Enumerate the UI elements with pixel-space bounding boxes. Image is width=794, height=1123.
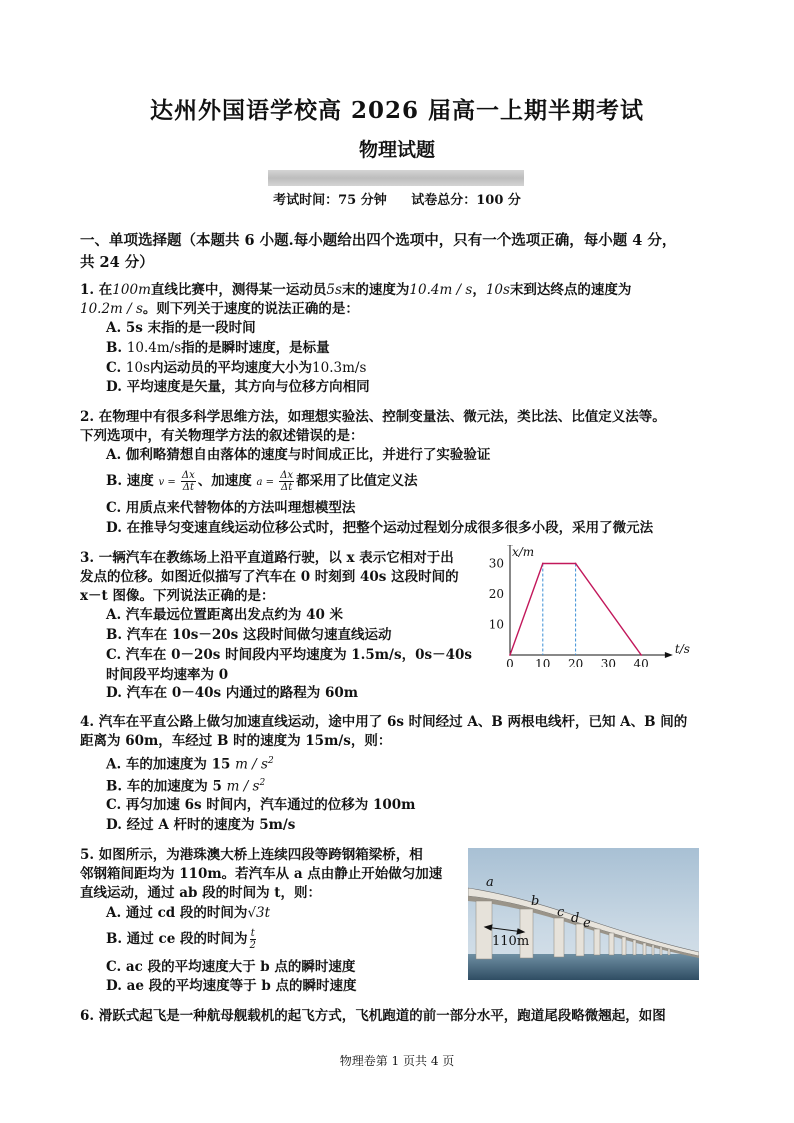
q2-option-b[interactable]: B. 速度 v = $\frac{\Delta x}{\Delta t}$ 、加速度 a = $\frac{\Delta x}{\Delta t}$ 都采用了比值定义法 [106,470,418,493]
y-axis-label: x/m [512,545,535,559]
q3-option-b[interactable]: B. 汽车在 10s－20s 这段时间做匀速直线运动 [106,627,392,643]
x-tick-label: 40 [633,657,649,667]
q2-option-a[interactable]: A. 伽利略猜想自由落体的速度与时间成正比，并进行了实验验证 [106,447,491,463]
x-axis-label: t/s [674,642,690,656]
q2-stem-line2: 下列选项中，有关物理学方法的叙述错误的是： [80,428,364,444]
x-tick-label: 0 [506,657,514,667]
q4-option-d[interactable]: D. 经过 A 杆时的速度为 5m/s [106,817,296,833]
section-heading-line1: 一、单项选择题（本题共 6 小题.每小题给出四个选项中，只有一个选项正确，每小题 4 分， [80,232,677,249]
q5-option-c[interactable]: C. ac 段的平均速度大于 b 点的瞬时速度 [106,959,356,975]
q4-option-a[interactable]: A. 车的加速度为 15 m / $s^2$ [106,756,274,773]
x-tick-label: 10 [535,657,551,667]
bridge-point-c: c [557,905,565,920]
q1-option-a[interactable]: A. 5s 末指的是一段时间 [106,320,256,336]
total-score: 试卷总分：100 分 [411,193,521,208]
q2-stem-line1: 2. 在物理中有很多科学思维方法，如理想实验法、控制变量法、微元法，类比法、比值定义法等。 [80,409,666,425]
bridge-point-b: b [531,894,540,909]
x-tick-label: 20 [567,657,584,667]
y-tick-label: 10 [488,617,504,632]
exam-title: 达州外国语学校高 2026 届高一上期半期考试 [149,97,645,124]
x-axis-arrow [665,652,673,658]
t-over-2-fraction: $\frac{t}{2}$ [249,928,256,951]
y-tick-label: 20 [488,587,504,601]
velocity-fraction: $\frac{\Delta x}{\Delta t}$ [181,470,195,493]
q1-option-b[interactable]: B. 10.4m/s指的是瞬时速度，是标量 [106,340,330,356]
q1-option-d[interactable]: D. 平均速度是矢量，其方向与位移方向相同 [106,379,370,395]
q5-stem-line3: 直线运动，通过 ab 段的时间为 t，则： [80,885,322,901]
span-label: 110m [492,934,530,949]
bridge-point-e: e [583,916,591,931]
q1-stem-line2: 10.2m / s。则下列关于速度的说法正确的是： [80,301,359,317]
bridge-point-a: a [486,875,494,890]
q2-option-d[interactable]: D. 在推导匀变速直线运动位移公式时，把整个运动过程划分成很多很多小段，采用了微元法 [106,520,654,536]
q3-stem-line1: 3. 一辆汽车在教练场上沿平直道路行驶，以 x 表示它相对于出 [80,550,454,566]
q3-stem-line3: x－t 图像。下列说法正确的是： [80,588,275,604]
bridge-point-d: d [571,911,580,926]
acceleration-fraction: $\frac{\Delta x}{\Delta t}$ [280,470,294,493]
section-heading-line2: 共 24 分） [80,254,154,271]
q3-option-c[interactable]: C. 汽车在 0－20s 时间段内平均速度为 1.5m/s，0s－40s 时间段平均速率为 0 [106,647,472,683]
q6-stem-line1: 6. 滑跃式起飞是一种航母舰载机的起飞方式，飞机跑道的前一部分水平，跑道尾段略微翘起，如图 [80,1008,666,1024]
data-point [575,563,577,565]
exam-time: 考试时间：75 分钟 [273,193,387,208]
q1-stem-line1: 1. 在100m直线比赛中，测得某一运动员5s末的速度为10.4m / s，10s末到达终点的速度为 [80,282,632,298]
data-point [640,654,642,656]
q5-option-a[interactable]: A. 通过 cd 段的时间为√3t [106,905,271,921]
redacted-bar [268,170,524,186]
q3-stem-line2: 发点的位移。如图近似描写了汽车在 0 时刻到 40s 这段时间的 [80,569,459,585]
q5-stem-line1: 5. 如图所示，为港珠澳大桥上连续四段等跨钢箱梁桥，相 [80,847,423,863]
q3-option-d[interactable]: D. 汽车在 0－40s 内通过的路程为 60m [106,685,359,701]
section-heading [80,230,720,274]
q5-stem-line2: 邻钢箱间距均为 110m。若汽车从 a 点由静止开始做匀加速 [80,866,443,882]
q2-option-c[interactable]: C. 用质点来代替物体的方法叫理想模型法 [106,500,356,516]
exam-meta [0,189,794,208]
q1-option-c[interactable]: C. 10s内运动员的平均速度大小为10.3m/s [106,360,367,376]
bridge-photo [468,848,699,980]
photo-sea [468,954,699,980]
q5-option-d[interactable]: D. ae 段的平均速度等于 b 点的瞬时速度 [106,978,357,994]
q5-option-b[interactable]: B. 通过 ce 段的时间为 $\frac{t}{2}$ [106,928,256,951]
x-tick-label: 30 [600,657,617,667]
xt-graph [484,545,720,667]
y-tick-label: 30 [488,556,504,571]
q4-option-c[interactable]: C. 再匀加速 6s 时间内，汽车通过的位移为 100m [106,797,416,813]
q4-stem-line2: 距离为 60m，车经过 B 时的速度为 15m/s，则： [80,733,392,749]
data-point [542,563,544,565]
q4-option-b[interactable]: B. 车的加速度为 5 m / $s^2$ [106,778,266,795]
page-footer: 物理卷第 1 页共 4 页 [339,1054,455,1068]
q3-option-a[interactable]: A. 汽车最远位置距离出发点约为 40 米 [106,607,344,623]
q4-stem-line1: 4. 汽车在平直公路上做匀加速直线运动，途中用了 6s 时间经过 A、B 两根电线杆，已知 A、B 间的 [80,714,688,730]
subject-title: 物理试题 [358,139,435,161]
data-point [509,654,511,656]
